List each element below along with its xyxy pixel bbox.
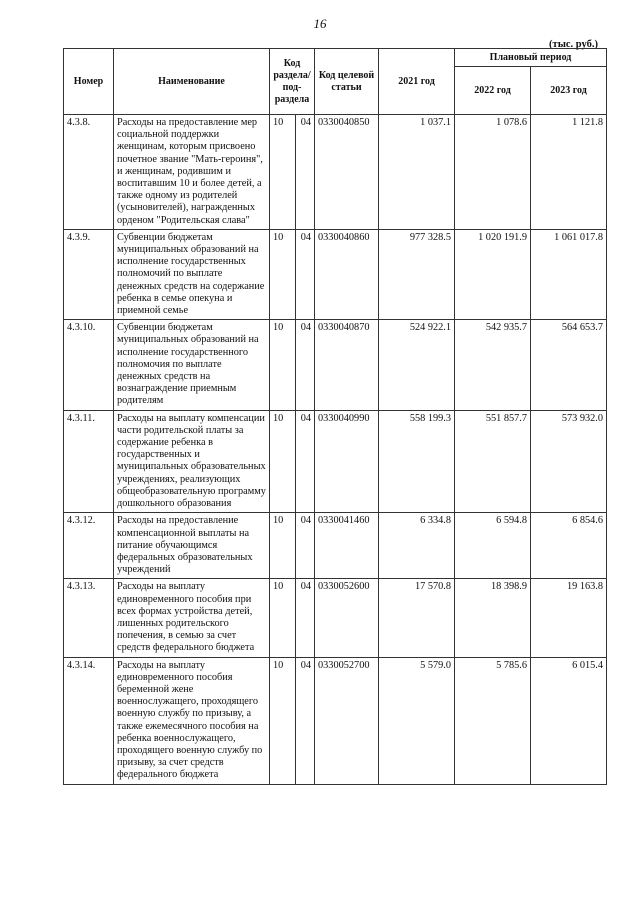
header-2022: 2022 год xyxy=(455,67,531,115)
row-name: Субвенции бюджетам муниципальных образований на исполнение государственного полномочия по выплате денежных средств на вознаграждение приемным родителям xyxy=(114,320,270,410)
row-target-code: 0330040870 xyxy=(315,320,379,410)
table-row xyxy=(64,115,607,230)
row-section: 10 xyxy=(270,320,296,410)
row-number: 4.3.8. xyxy=(64,115,114,230)
table-row xyxy=(64,410,607,513)
row-subsection: 04 xyxy=(296,657,315,784)
row-target-code: 0330052600 xyxy=(315,579,379,657)
table-body xyxy=(64,115,607,785)
row-2022: 551 857.7 xyxy=(455,410,531,513)
row-2023: 573 932.0 xyxy=(531,410,607,513)
row-2023: 6 015.4 xyxy=(531,657,607,784)
header-name: Наименование xyxy=(114,49,270,115)
header-target: Код целевой статьи xyxy=(315,49,379,115)
table-row xyxy=(64,513,607,579)
row-2022: 1 020 191.9 xyxy=(455,229,531,319)
row-2022: 542 935.7 xyxy=(455,320,531,410)
row-2023: 6 854.6 xyxy=(531,513,607,579)
row-2021: 977 328.5 xyxy=(379,229,455,319)
row-section: 10 xyxy=(270,410,296,513)
row-name: Расходы на выплату единовременного пособия беременной жене военнослужащего, проходящего военную службу по призыву, а также ежемесячного пособия на ребенка военнослужащего, проходящего военную службу по призыву, за счет средств федерального бюджета xyxy=(114,657,270,784)
row-2023: 564 653.7 xyxy=(531,320,607,410)
row-number: 4.3.10. xyxy=(64,320,114,410)
row-2021: 1 037.1 xyxy=(379,115,455,230)
row-2023: 1 061 017.8 xyxy=(531,229,607,319)
row-target-code: 0330040860 xyxy=(315,229,379,319)
header-2023: 2023 год xyxy=(531,67,607,115)
row-subsection: 04 xyxy=(296,513,315,579)
header-number: Номер xyxy=(64,49,114,115)
row-number: 4.3.13. xyxy=(64,579,114,657)
table-row xyxy=(64,320,607,410)
row-target-code: 0330040990 xyxy=(315,410,379,513)
row-2021: 524 922.1 xyxy=(379,320,455,410)
row-number: 4.3.12. xyxy=(64,513,114,579)
header-section: Код раздела/ под- раздела xyxy=(270,49,315,115)
row-name: Расходы на предоставление компенсационной выплаты на питание обучающимся федеральных образовательных учреждений xyxy=(114,513,270,579)
row-2023: 19 163.8 xyxy=(531,579,607,657)
row-number: 4.3.9. xyxy=(64,229,114,319)
row-2022: 6 594.8 xyxy=(455,513,531,579)
table-header xyxy=(64,49,607,115)
row-name: Субвенции бюджетам муниципальных образований на исполнение государственных полномочий по выплате денежных средств на содержание ребенка в семье опекуна и приемной семье xyxy=(114,229,270,319)
row-target-code: 0330040850 xyxy=(315,115,379,230)
row-subsection: 04 xyxy=(296,410,315,513)
row-2022: 1 078.6 xyxy=(455,115,531,230)
row-2021: 558 199.3 xyxy=(379,410,455,513)
row-name: Расходы на выплату единовременного пособия при всех формах устройства детей, лишенных родительского попечения, в семью за счет средств федерального бюджета xyxy=(114,579,270,657)
row-name: Расходы на предоставление мер социальной поддержки женщинам, которым присвоено почетное звание "Мать-героиня", и женщинам, родившим и воспитавшим 10 и более детей, а также одному из родителей (усыновителей), награжденных орденом "Родительская слава" xyxy=(114,115,270,230)
row-section: 10 xyxy=(270,513,296,579)
row-section: 10 xyxy=(270,579,296,657)
row-subsection: 04 xyxy=(296,115,315,230)
row-2021: 5 579.0 xyxy=(379,657,455,784)
header-2021: 2021 год xyxy=(379,49,455,115)
row-subsection: 04 xyxy=(296,229,315,319)
row-2021: 6 334.8 xyxy=(379,513,455,579)
row-section: 10 xyxy=(270,115,296,230)
row-number: 4.3.14. xyxy=(64,657,114,784)
row-2022: 18 398.9 xyxy=(455,579,531,657)
header-planned-period: Плановый период xyxy=(455,49,607,67)
budget-table xyxy=(63,48,607,785)
units-label: (тыс. руб.) xyxy=(549,39,598,50)
row-subsection: 04 xyxy=(296,579,315,657)
page-number: 16 xyxy=(313,16,327,31)
table-row xyxy=(64,579,607,657)
row-2021: 17 570.8 xyxy=(379,579,455,657)
row-target-code: 0330052700 xyxy=(315,657,379,784)
row-target-code: 0330041460 xyxy=(315,513,379,579)
table-row xyxy=(64,229,607,319)
table-row xyxy=(64,657,607,784)
row-section: 10 xyxy=(270,229,296,319)
row-subsection: 04 xyxy=(296,320,315,410)
row-2023: 1 121.8 xyxy=(531,115,607,230)
row-number: 4.3.11. xyxy=(64,410,114,513)
row-name: Расходы на выплату компенсации части родительской платы за содержание ребенка в государственных и муниципальных образовательных учреждениях, реализующих общеобразовательную программу дошкольного образования xyxy=(114,410,270,513)
row-2022: 5 785.6 xyxy=(455,657,531,784)
row-section: 10 xyxy=(270,657,296,784)
